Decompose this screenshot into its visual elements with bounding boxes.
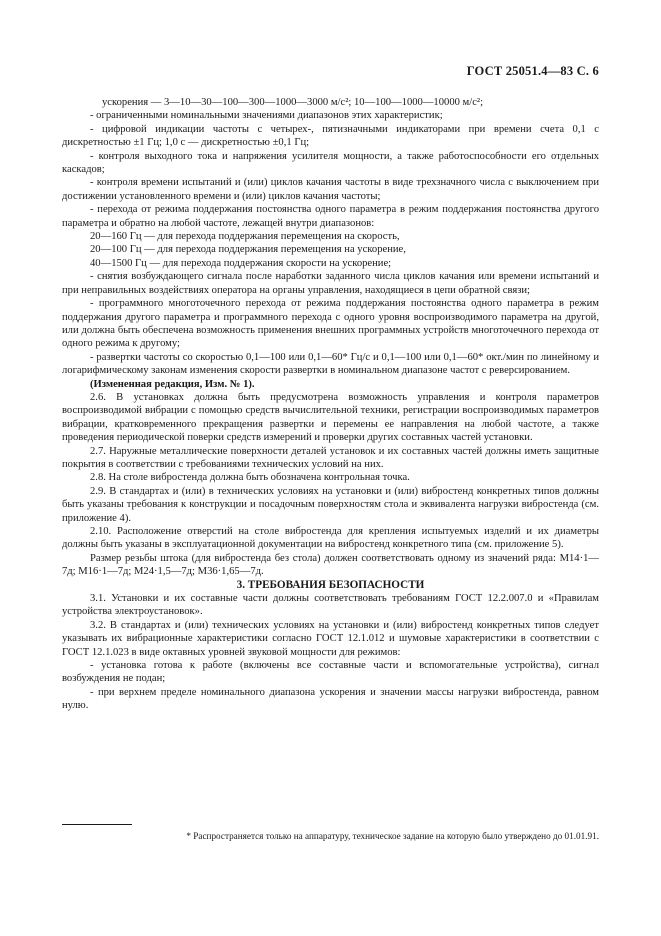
paragraph: - программного многоточечного перехода от режима поддержания постоянства одного параметра в режим поддержания другого параметра и программного перехода с одного уровня воспроизводимого параметра на другой, или должна быть обеспечена возможность применения внешних программных устройств многоточечного перехода от одного режима к другому; <box>62 298 599 350</box>
footnote-divider <box>62 824 132 825</box>
section-title: 3. ТРЕБОВАНИЯ БЕЗОПАСНОСТИ <box>236 578 425 591</box>
paragraph: Размер резьбы штока (для вибростенда без стола) должен соответствовать одному из значений ряда: М14·1—7д; М16·1—7д; М24·1,5—7д; М36·1,65—7д. <box>62 552 599 578</box>
clause-3-2: 3.2. В стандартах и (или) технических условиях на установки и (или) вибростенд конкретных типов следует указывать их вибрационные характеристики согласно ГОСТ 12.1.012 и шумовые характеристики в соответствии с ГОСТ 12.1.023 в виде октавных уровней звуковой мощности для режимов: <box>62 619 599 658</box>
page-header: ГОСТ 25051.4—83 С. 6 <box>466 64 599 78</box>
paragraph: - при верхнем пределе номинального диапазона ускорения и значении массы нагрузки вибростенда, равном нулю. <box>62 686 599 712</box>
paragraph: - развертки частоты со скоростью 0,1—100 или 0,1—60* Гц/с и 0,1—100 или 0,1—60* окт./мин по линейному и логарифмическому законам изменения скорости развертки в номинальном диапазоне частот с реверсированием. <box>62 351 599 377</box>
document-body <box>62 96 599 713</box>
range-item: 20—160 Гц — для перехода поддержания перемещения на скорость, <box>90 231 400 243</box>
clause-2-9: 2.9. В стандартах и (или) в технических условиях на установки и (или) вибростенд конкретных типов должны быть указаны требования к конструкции и посадочным поверхностям стола и эквивалента нагрузки вибростенда (см. приложение 4). <box>62 485 599 524</box>
clause-2-8: 2.8. На столе вибростенда должна быть обозначена контрольная точка. <box>90 472 410 484</box>
paragraph: ускорения — 3—10—30—100—300—1000—3000 м/с²; 10—100—1000—10000 м/с²; <box>102 97 484 108</box>
paragraph: - снятия возбуждающего сигнала после наработки заданного числа циклов качания или времени испытаний и при неправильных воздействиях оператора на органы управления, находящиеся в цепи обратной связи; <box>62 271 599 296</box>
paragraph: - контроля выходного тока и напряжения усилителя мощности, а также работоспособности его отдельных каскадов; <box>62 150 599 176</box>
range-item: 40—1500 Гц — для перехода поддержания скорости на ускорение; <box>90 257 392 269</box>
clause-2-6: 2.6. В установках должна быть предусмотрена возможность управления и контроля параметров воспроизводимой вибрации с помощью средств вычислительной техники, регистрации воспроизводимых параметров вибрации, кратковременного прекращения развертки и перемены ее направления на любой частоте, а также проведения периодической поверки средств измерений и проверки других составных частей установки. <box>62 391 599 444</box>
paragraph: - установка готова к работе (включены все составные части и вспомогательные устройства), сигнал возбуждения не подан; <box>62 660 599 685</box>
amendment-note: (Измененная редакция, Изм. № 1). <box>90 378 255 390</box>
footnote: * Распространяется только на аппаратуру, техническое задание на которую было утверждено до 01.01.91. <box>186 831 599 841</box>
paragraph: - цифровой индикации частоты с четырех-, пятизначными индикаторами при времени счета 0,1 с дискретностью ±1 Гц; 1,0 с — дискретностью ±0,1 Гц; <box>62 123 599 149</box>
clause-2-7: 2.7. Наружные металлические поверхности деталей установок и их составных частей должны иметь защитные покрытия в соответствии с требованиями технических условий на них. <box>62 445 599 470</box>
clause-2-10: 2.10. Расположение отверстий на столе вибростенда для крепления испытуемых изделий и их диаметры должны быть указаны в эксплуатационной документации на вибростенд конкретного типа (см. приложение 5). <box>62 526 599 551</box>
range-item: 20—100 Гц — для перехода поддержания перемещения на ускорение, <box>90 244 406 256</box>
paragraph: - ограниченными номинальными значениями диапазонов этих характеристик; <box>90 110 443 122</box>
paragraph: - контроля времени испытаний и (или) циклов качания частоты в виде трехзначного числа с выключением при достижении установленного времени и (или) циклов качания частоты; <box>62 177 599 202</box>
paragraph: - перехода от режима поддержания постоянства одного параметра в режим поддержания постоянства другого параметра и обратно на любой частоте, лежащей внутри диапазонов: <box>62 204 599 229</box>
clause-3-1: 3.1. Установки и их составные части должны соответствовать требованиям ГОСТ 12.2.007.0 и «Правилам устройства электроустановок». <box>62 593 599 618</box>
